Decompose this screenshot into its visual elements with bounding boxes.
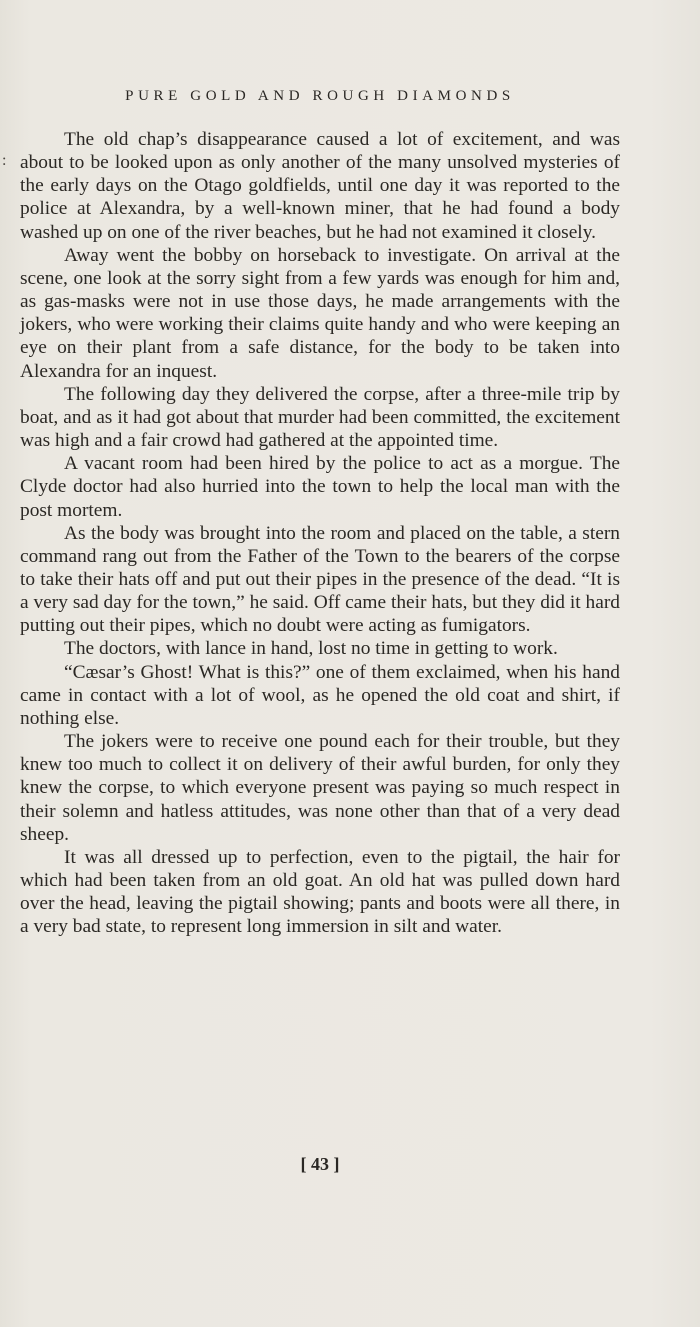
body-text <box>20 128 620 938</box>
paragraph-4: A vacant room had been hired by the police to act as a morgue. The Clyde doctor had also hurried into the town to help the local man with the post mortem. <box>20 453 620 521</box>
paragraph-9: It was all dressed up to perfection, even to the pigtail, the hair for which had been taken from an old goat. An old hat was pulled down hard over the head, leaving the pigtail showing; pants and boots were all there, in a very bad state, to represent long immersion in silt and water. <box>20 846 620 938</box>
paragraph-6: The doctors, with lance in hand, lost no time in getting to work. <box>64 638 558 660</box>
paragraph-3: The following day they delivered the corpse, after a three-mile trip by boat, and as it had got about that murder had been committed, the excitement was high and a fair crowd had gathered at the appointed time. <box>20 383 620 452</box>
margin-mark: : <box>2 152 7 169</box>
page-number: [ 43 ] <box>300 1154 340 1174</box>
paragraph-7: “Cæsar’s Ghost! What is this?” one of them exclaimed, when his hand came in contact with a lot of wool, as he opened the old coat and shirt, if nothing else. <box>20 661 620 729</box>
paragraph-1: The old chap’s disappearance caused a lot of excitement, and was about to be looked upon as only another of the many unsolved mysteries of the early days on the Otago goldfields, until one day it was reported to the police at Alexandra, by a well-known miner, that he had found a body washed up on one of the river beaches, but he had not examined it closely. <box>20 129 620 243</box>
running-head: PURE GOLD AND ROUGH DIAMONDS <box>125 88 515 104</box>
paragraph-8: The jokers were to receive one pound each for their trouble, but they knew too much to collect it on delivery of their awful burden, for only they knew the corpse, to which everyone present was paying so much respect in their solemn and hatless attitudes, was none other than that of a very dead sheep. <box>20 731 620 845</box>
paragraph-2: Away went the bobby on horseback to investigate. On arrival at the scene, one look at the sorry sight from a few yards was enough for him and, as gas-masks were not in use those days, he made arrangements with the jokers, who were working their claims quite handy and who were keeping an eye on their plant from a safe distance, for the body to be taken into Alexandra for an inquest. <box>20 244 620 382</box>
paragraph-5: As the body was brought into the room and placed on the table, a stern command rang out from the Father of the Town to the bearers of the corpse to take their hats off and put out their pipes in the presence of the dead. “It is a very sad day for the town,” he said. Off came their hats, but they did it hard putting out their pipes, which no doubt were acting as fumigators. <box>20 522 620 637</box>
